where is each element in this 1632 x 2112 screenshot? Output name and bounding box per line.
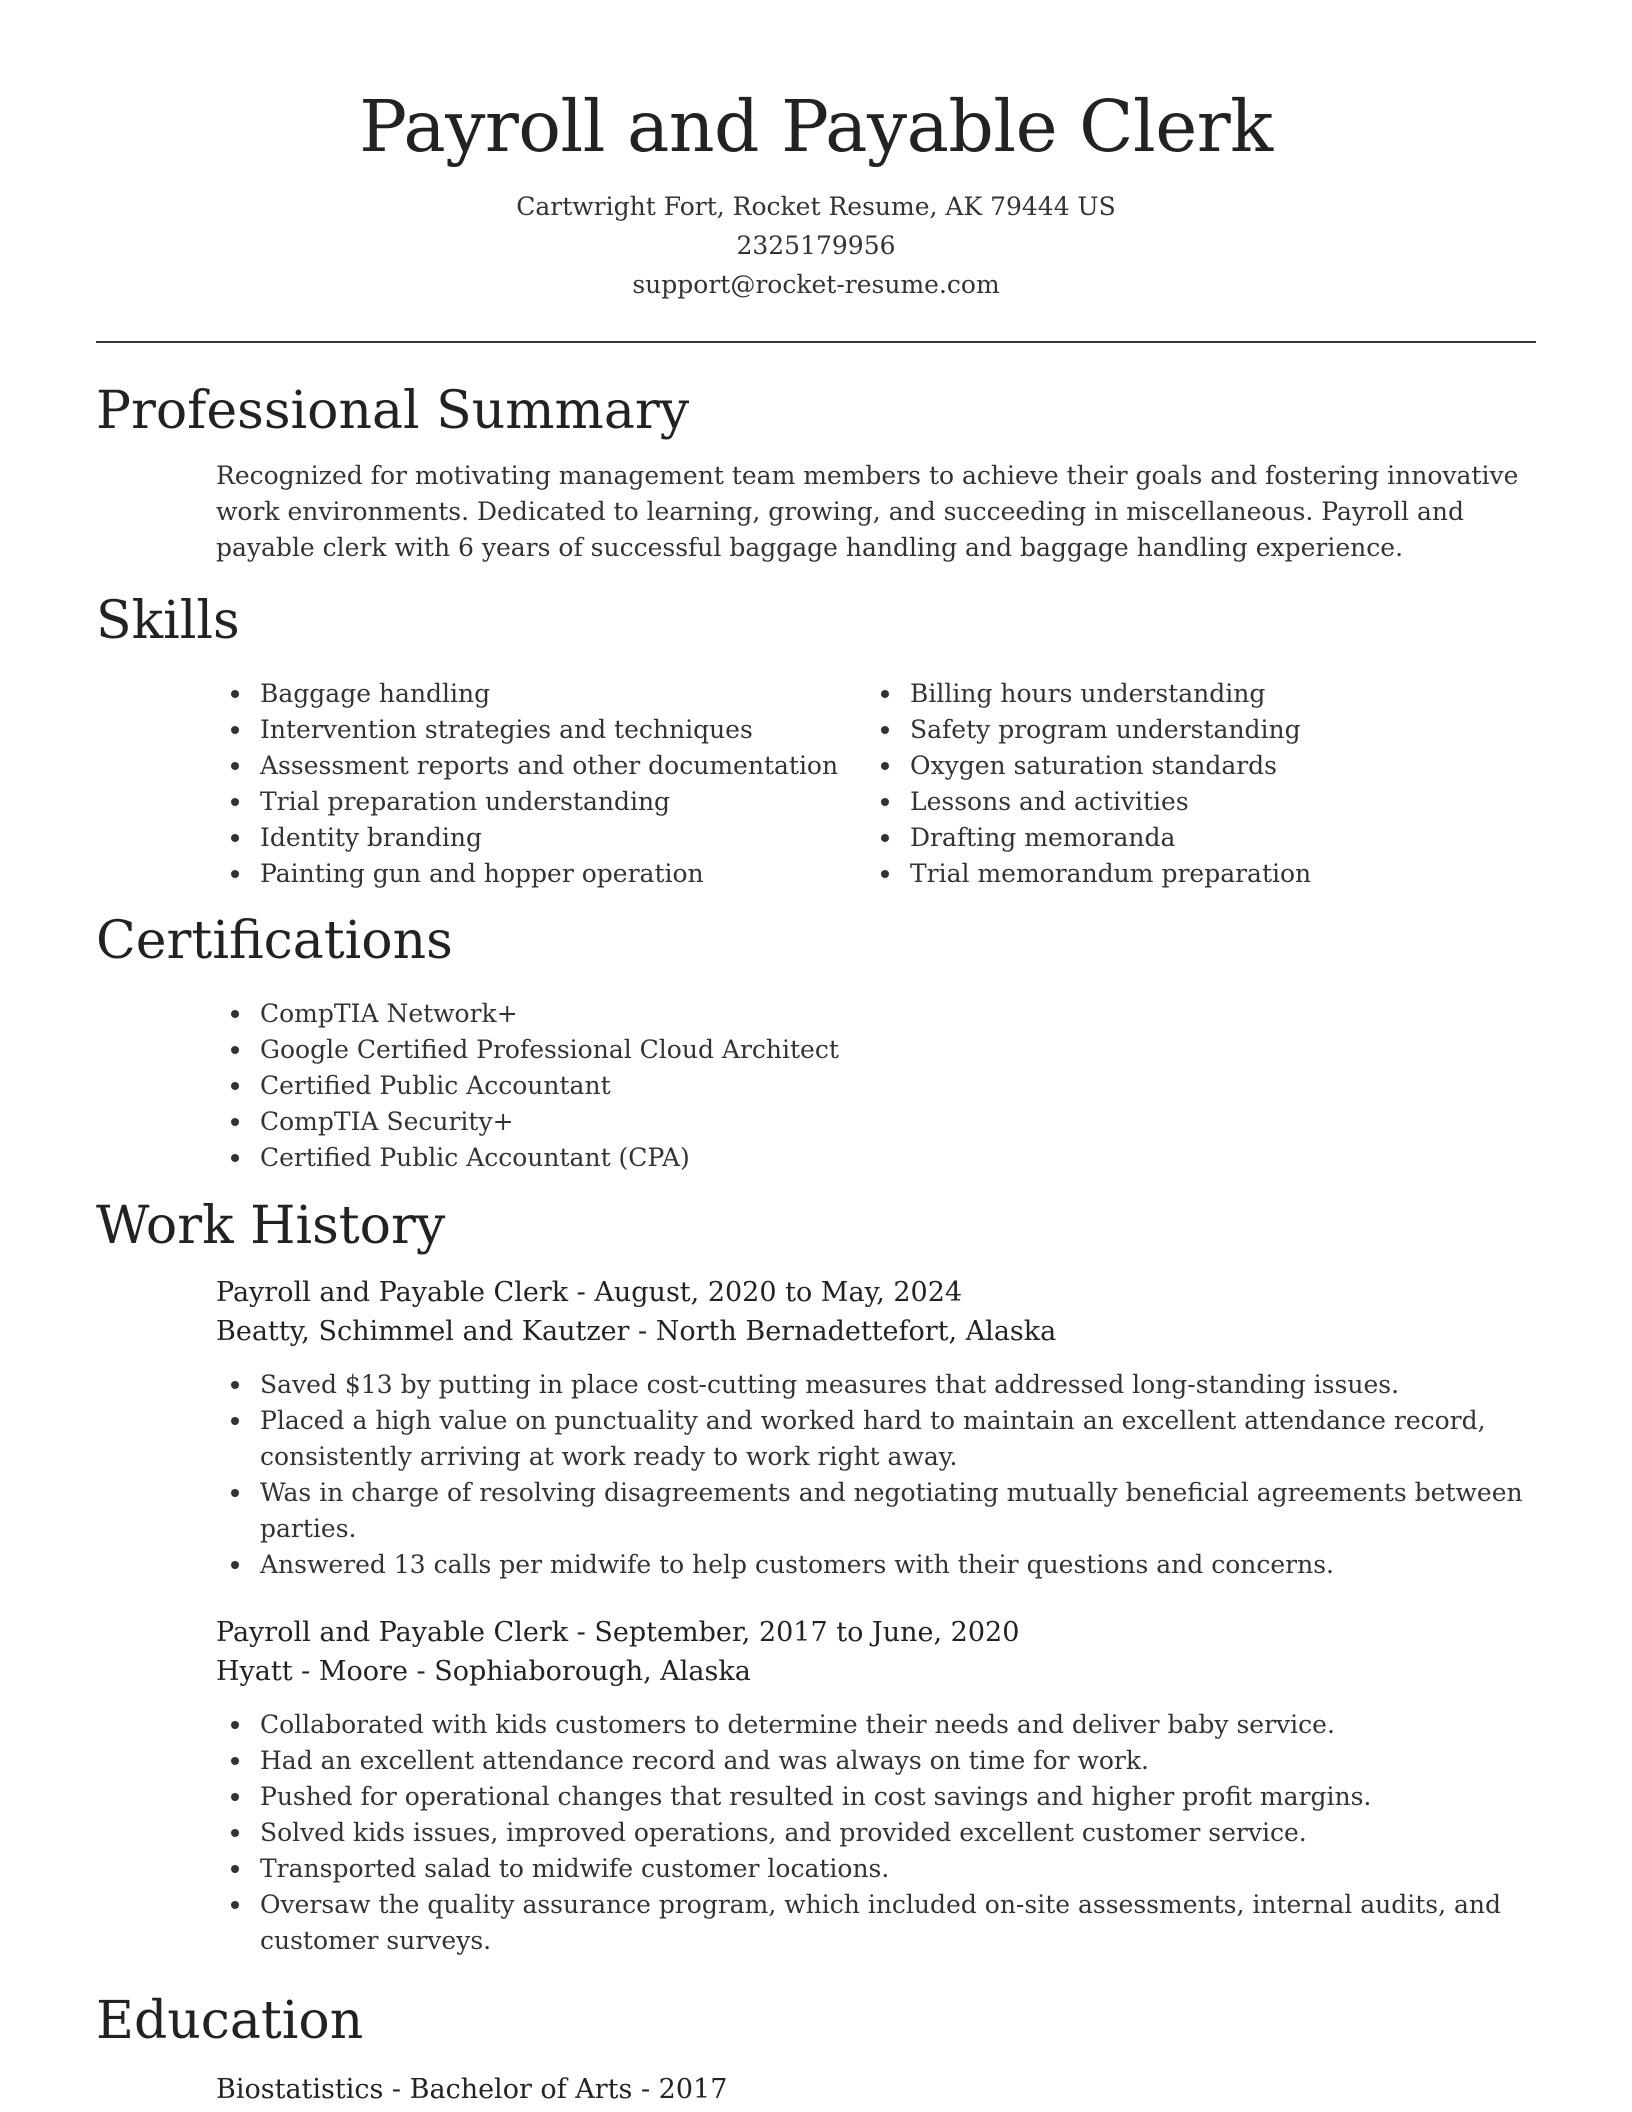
skill-item: Lessons and activities xyxy=(866,784,1516,820)
job-bullet: Oversaw the quality assurance program, which included on-site assessments, internal audits, and customer surveys. xyxy=(216,1887,1536,1959)
job-bullet: Placed a high value on punctuality and worked hard to maintain an excellent attendance record, consistently arriving at work ready to work right away. xyxy=(216,1403,1536,1475)
job-bullet: Pushed for operational changes that resulted in cost savings and higher profit margins. xyxy=(216,1779,1536,1815)
resume-header xyxy=(0,0,1632,304)
job-entry xyxy=(96,1273,1536,1583)
summary-text: Recognized for motivating management team members to achieve their goals and fostering innovative work environments. Dedicated to learning, growing, and succeeding in miscellaneous. Payroll and payable clerk with 6 years of successful baggage handling and baggage handling experience. xyxy=(216,461,1519,563)
contact-phone: 2325179956 xyxy=(736,231,896,261)
contact-email: support@rocket-resume.com xyxy=(632,270,1000,300)
certification-item: Google Certified Professional Cloud Architect xyxy=(216,1032,1536,1068)
job-bullet: Collaborated with kids customers to determine their needs and deliver baby service. xyxy=(216,1707,1536,1743)
job-bullet: Was in charge of resolving disagreements and negotiating mutually beneficial agreements between parties. xyxy=(216,1475,1536,1547)
certifications-section xyxy=(96,910,1536,1176)
job-title-line: Payroll and Payable Clerk - September, 2017 to June, 2020 xyxy=(216,1617,1020,1649)
skill-item: Identity branding xyxy=(216,820,866,856)
skills-heading: Skills xyxy=(96,591,240,651)
skill-item: Intervention strategies and techniques xyxy=(216,712,866,748)
skills-list-right xyxy=(866,676,1516,892)
contact-address: Cartwright Fort, Rocket Resume, AK 79444 US xyxy=(516,192,1116,222)
job-bullet: Answered 13 calls per midwife to help customers with their questions and concerns. xyxy=(216,1547,1536,1583)
skills-columns xyxy=(216,676,1536,892)
skill-item: Billing hours understanding xyxy=(866,676,1516,712)
skill-item: Safety program understanding xyxy=(866,712,1516,748)
education-heading: Education xyxy=(96,1991,364,2051)
summary-heading: Professional Summary xyxy=(96,381,690,441)
certification-item: CompTIA Security+ xyxy=(216,1104,1536,1140)
certification-item: CompTIA Network+ xyxy=(216,996,1536,1032)
skills-section xyxy=(96,590,1536,892)
header-divider xyxy=(96,341,1536,343)
job-bullet: Transported salad to midwife customer locations. xyxy=(216,1851,1536,1887)
job-entry xyxy=(96,1613,1536,1959)
skill-item: Baggage handling xyxy=(216,676,866,712)
work-history-heading: Work History xyxy=(96,1196,446,1256)
certification-item: Certified Public Accountant xyxy=(216,1068,1536,1104)
job-bullets xyxy=(216,1367,1536,1583)
skill-item: Oxygen saturation standards xyxy=(866,748,1516,784)
certification-item: Certified Public Accountant (CPA) xyxy=(216,1140,1536,1176)
job-bullet: Had an excellent attendance record and was always on time for work. xyxy=(216,1743,1536,1779)
job-bullets xyxy=(216,1707,1536,1959)
skill-item: Drafting memoranda xyxy=(866,820,1516,856)
candidate-name: Payroll and Payable Clerk xyxy=(359,85,1273,168)
skills-list-left xyxy=(216,676,866,892)
skill-item: Painting gun and hopper operation xyxy=(216,856,866,892)
education-section xyxy=(96,1990,1536,2109)
skill-item: Trial preparation understanding xyxy=(216,784,866,820)
summary-section xyxy=(96,380,1536,566)
job-bullet: Saved $13 by putting in place cost-cutting measures that addressed long-standing issues. xyxy=(216,1367,1536,1403)
work-history-section xyxy=(96,1195,1536,1959)
job-company-line: Hyatt - Moore - Sophiaborough, Alaska xyxy=(216,1656,751,1688)
job-company-line: Beatty, Schimmel and Kautzer - North Bernadettefort, Alaska xyxy=(216,1316,1057,1348)
skill-item: Assessment reports and other documentation xyxy=(216,748,866,784)
skill-item: Trial memorandum preparation xyxy=(866,856,1516,892)
job-bullet: Solved kids issues, improved operations, and provided excellent customer service. xyxy=(216,1815,1536,1851)
certifications-list xyxy=(216,996,1536,1176)
job-title-line: Payroll and Payable Clerk - August, 2020 to May, 2024 xyxy=(216,1277,963,1309)
certifications-heading: Certifications xyxy=(96,911,453,971)
education-entry: Biostatistics - Bachelor of Arts - 2017 xyxy=(216,2074,728,2106)
